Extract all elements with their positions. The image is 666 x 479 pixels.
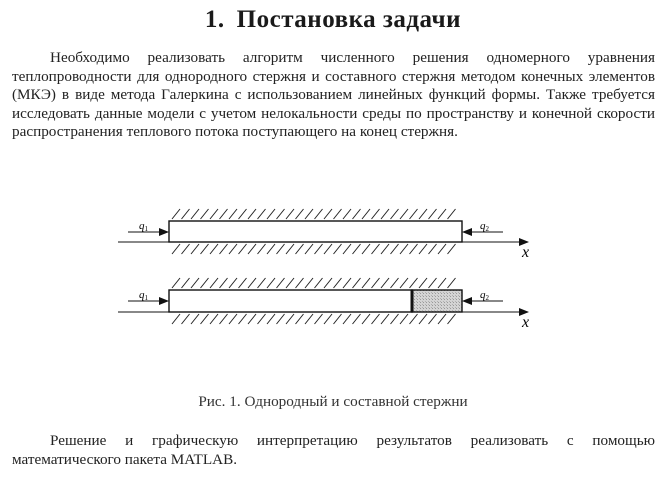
hatch-stroke [277, 314, 285, 324]
hatch-stroke [267, 278, 275, 288]
hatch-stroke [372, 278, 380, 288]
hatch-stroke [343, 244, 351, 254]
hatch-stroke [343, 209, 351, 219]
hatch-stroke [419, 244, 427, 254]
homogeneous-rod [118, 209, 529, 261]
insulation-hatching-top [172, 278, 456, 288]
left-flux-label: q1 [139, 220, 148, 233]
hatch-stroke [210, 278, 218, 288]
hatch-stroke [438, 278, 446, 288]
hatch-stroke [182, 314, 190, 324]
hatch-stroke [182, 244, 190, 254]
hatch-stroke [429, 209, 437, 219]
hatch-stroke [353, 314, 361, 324]
hatch-stroke [305, 209, 313, 219]
hatch-stroke [296, 209, 304, 219]
hatch-stroke [334, 314, 342, 324]
hatch-stroke [400, 314, 408, 324]
hatch-stroke [305, 244, 313, 254]
hatch-stroke [438, 209, 446, 219]
hatch-stroke [277, 244, 285, 254]
hatch-stroke [172, 278, 180, 288]
hatch-stroke [334, 209, 342, 219]
hatch-stroke [362, 314, 370, 324]
hatch-stroke [448, 209, 456, 219]
hatch-stroke [372, 209, 380, 219]
insulation-hatching-top [172, 209, 456, 219]
hatch-stroke [191, 314, 199, 324]
hatch-stroke [248, 314, 256, 324]
figure-caption: Рис. 1. Однородный и составной стержни [198, 393, 468, 410]
rod-body [169, 221, 462, 242]
left-flux-label: q1 [139, 289, 148, 302]
section-heading [0, 6, 666, 34]
hatch-stroke [191, 209, 199, 219]
hatch-stroke [286, 209, 294, 219]
insulation-hatching-bottom [172, 314, 456, 324]
hatch-stroke [315, 278, 323, 288]
hatch-stroke [410, 278, 418, 288]
hatch-stroke [201, 244, 209, 254]
hatch-stroke [381, 314, 389, 324]
hatch-stroke [239, 314, 247, 324]
hatch-stroke [448, 244, 456, 254]
hatch-stroke [239, 244, 247, 254]
hatch-stroke [248, 278, 256, 288]
hatch-stroke [296, 314, 304, 324]
section-title: Постановка задачи [236, 6, 462, 33]
hatch-stroke [201, 278, 209, 288]
hatch-stroke [343, 314, 351, 324]
hatch-stroke [362, 209, 370, 219]
hatch-stroke [220, 209, 228, 219]
hatch-stroke [324, 314, 332, 324]
hatch-stroke [391, 209, 399, 219]
hatch-stroke [172, 244, 180, 254]
hatch-stroke [438, 244, 446, 254]
hatch-stroke [448, 314, 456, 324]
rods-figure [0, 206, 666, 336]
hatch-stroke [248, 209, 256, 219]
hatch-stroke [362, 244, 370, 254]
hatch-stroke [277, 278, 285, 288]
hatch-stroke [296, 278, 304, 288]
hatch-stroke [410, 314, 418, 324]
hatch-stroke [353, 209, 361, 219]
hatch-stroke [372, 314, 380, 324]
hatch-stroke [315, 209, 323, 219]
hatch-stroke [353, 244, 361, 254]
rod-body-insert [412, 290, 462, 312]
hatch-stroke [229, 244, 237, 254]
hatch-stroke [277, 209, 285, 219]
hatch-stroke [391, 278, 399, 288]
hatch-stroke [305, 314, 313, 324]
hatch-stroke [286, 314, 294, 324]
hatch-stroke [172, 314, 180, 324]
hatch-stroke [381, 209, 389, 219]
right-flux-label: q2 [480, 220, 489, 233]
hatch-stroke [258, 314, 266, 324]
hatch-stroke [353, 278, 361, 288]
hatch-stroke [391, 244, 399, 254]
hatch-stroke [324, 278, 332, 288]
hatch-stroke [172, 209, 180, 219]
hatch-stroke [334, 278, 342, 288]
hatch-stroke [343, 278, 351, 288]
hatch-stroke [201, 209, 209, 219]
hatch-stroke [324, 209, 332, 219]
hatch-stroke [220, 278, 228, 288]
hatch-stroke [229, 209, 237, 219]
hatch-stroke [286, 278, 294, 288]
hatch-stroke [267, 314, 275, 324]
hatch-stroke [400, 278, 408, 288]
hatch-stroke [210, 244, 218, 254]
hatch-stroke [429, 278, 437, 288]
hatch-stroke [410, 244, 418, 254]
hatch-stroke [438, 314, 446, 324]
hatch-stroke [315, 314, 323, 324]
hatch-stroke [182, 278, 190, 288]
hatch-stroke [296, 244, 304, 254]
hatch-stroke [429, 244, 437, 254]
hatch-stroke [258, 244, 266, 254]
hatch-stroke [182, 209, 190, 219]
hatch-stroke [324, 244, 332, 254]
hatch-stroke [191, 244, 199, 254]
hatch-stroke [267, 209, 275, 219]
hatch-stroke [286, 244, 294, 254]
right-flux-label: q2 [480, 289, 489, 302]
hatch-stroke [315, 244, 323, 254]
hatch-stroke [248, 244, 256, 254]
hatch-stroke [229, 314, 237, 324]
hatch-stroke [267, 244, 275, 254]
hatch-stroke [381, 278, 389, 288]
hatch-stroke [400, 244, 408, 254]
hatch-stroke [191, 278, 199, 288]
hatch-stroke [419, 209, 427, 219]
hatch-stroke [400, 209, 408, 219]
rod-body-main [169, 290, 412, 312]
hatch-stroke [210, 209, 218, 219]
hatch-stroke [419, 278, 427, 288]
hatch-stroke [239, 209, 247, 219]
hatch-stroke [258, 278, 266, 288]
hatch-stroke [220, 314, 228, 324]
composite-rod [118, 278, 529, 331]
hatch-stroke [381, 244, 389, 254]
hatch-stroke [391, 314, 399, 324]
axis-label: x [522, 314, 530, 331]
hatch-stroke [201, 314, 209, 324]
hatch-stroke [239, 278, 247, 288]
problem-statement-paragraph: Необходимо реализовать алгоритм численного решения одномерного уравнения теплопроводности для однородного стержня и составного стержня методом конечных элементов (МКЭ) в виде метода Галеркина с использованием линейных функций формы. Также требуется исследовать данные модели с учетом нелокальности среды по пространству и конечной скорости распространения теплового потока поступающего на конец стержня. [12, 49, 655, 141]
section-number: 1. [204, 6, 225, 33]
hatch-stroke [220, 244, 228, 254]
hatch-stroke [258, 209, 266, 219]
hatch-stroke [229, 278, 237, 288]
hatch-stroke [419, 314, 427, 324]
axis-label: x [522, 244, 530, 261]
hatch-stroke [429, 314, 437, 324]
hatch-stroke [305, 278, 313, 288]
hatch-stroke [210, 314, 218, 324]
hatch-stroke [372, 244, 380, 254]
hatch-stroke [448, 278, 456, 288]
matlab-paragraph: Решение и графическую интерпретацию результатов реализовать с помощью математического пакета MATLAB. [12, 432, 655, 468]
hatch-stroke [410, 209, 418, 219]
insulation-hatching-bottom [172, 244, 456, 254]
hatch-stroke [334, 244, 342, 254]
hatch-stroke [362, 278, 370, 288]
